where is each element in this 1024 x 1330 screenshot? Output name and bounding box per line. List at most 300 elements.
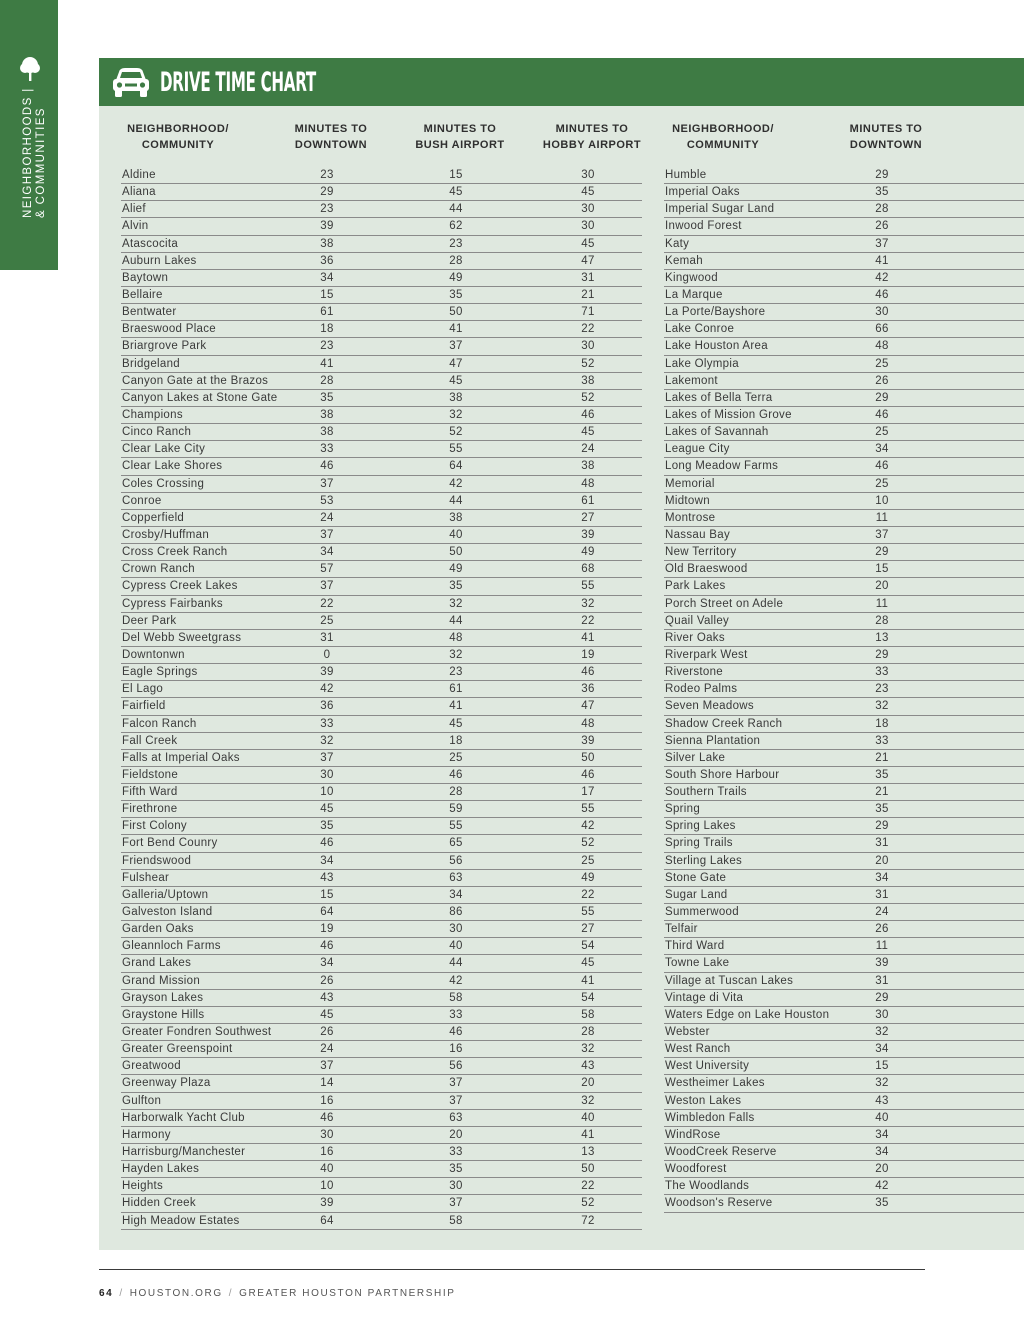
community-name: Braeswood Place — [122, 323, 216, 336]
community-name: Crown Ranch — [122, 563, 195, 576]
downtown-minutes: 37 — [320, 580, 334, 593]
table-row — [121, 167, 642, 184]
community-name: Greater Fondren Southwest — [122, 1026, 272, 1039]
hobby-airport-minutes: 31 — [581, 271, 595, 284]
table-row — [664, 904, 1024, 921]
hobby-airport-minutes: 42 — [581, 820, 595, 833]
community-name: Wimbledon Falls — [665, 1111, 755, 1124]
hobby-airport-minutes: 47 — [581, 254, 595, 267]
table-row — [121, 887, 642, 904]
table-row — [664, 835, 1024, 852]
community-name: Katy — [665, 237, 690, 250]
table-row — [121, 1024, 642, 1041]
table-row — [664, 613, 1024, 630]
downtown-minutes: 35 — [875, 803, 889, 816]
community-name: League City — [665, 443, 730, 456]
downtown-minutes: 41 — [320, 357, 334, 370]
hobby-airport-minutes: 13 — [581, 1146, 595, 1159]
hobby-airport-minutes: 45 — [581, 186, 595, 199]
downtown-minutes: 33 — [875, 734, 889, 747]
downtown-minutes: 23 — [320, 340, 334, 353]
community-name: Kemah — [665, 254, 703, 267]
footer-separator: / — [228, 1288, 234, 1299]
community-name: Riverpark West — [665, 648, 748, 661]
downtown-minutes: 57 — [320, 563, 334, 576]
table-row — [121, 218, 642, 235]
table-row — [121, 578, 642, 595]
table-row — [121, 716, 642, 733]
hobby-airport-minutes: 32 — [581, 1094, 595, 1107]
community-name: New Territory — [665, 546, 737, 559]
table-row — [121, 955, 642, 972]
table-row — [121, 493, 642, 510]
bush-airport-minutes: 44 — [449, 614, 463, 627]
bush-airport-minutes: 35 — [449, 288, 463, 301]
community-name: Sugar Land — [665, 888, 728, 901]
hobby-airport-minutes: 21 — [581, 288, 595, 301]
table-row — [121, 544, 642, 561]
downtown-minutes: 39 — [320, 666, 334, 679]
bush-airport-minutes: 52 — [449, 426, 463, 439]
community-name: Woodforest — [665, 1163, 727, 1176]
bush-airport-minutes: 58 — [449, 991, 463, 1004]
downtown-minutes: 39 — [875, 957, 889, 970]
downtown-minutes: 29 — [320, 186, 334, 199]
community-name: WoodCreek Reserve — [665, 1146, 777, 1159]
downtown-minutes: 31 — [875, 888, 889, 901]
hobby-airport-minutes: 27 — [581, 923, 595, 936]
downtown-minutes: 10 — [320, 1180, 334, 1193]
community-name: Bridgeland — [122, 357, 180, 370]
downtown-minutes: 23 — [320, 203, 334, 216]
table-row — [664, 1127, 1024, 1144]
downtown-minutes: 34 — [875, 443, 889, 456]
community-name: Third Ward — [665, 940, 725, 953]
bush-airport-minutes: 55 — [449, 820, 463, 833]
downtown-minutes: 48 — [875, 340, 889, 353]
downtown-minutes: 40 — [875, 1111, 889, 1124]
table-row — [121, 476, 642, 493]
bush-airport-minutes: 35 — [449, 1163, 463, 1176]
header-community-right: NEIGHBORHOOD/ COMMUNITY — [672, 123, 774, 151]
table-row — [664, 681, 1024, 698]
community-name: River Oaks — [665, 631, 725, 644]
community-name: La Porte/Bayshore — [665, 306, 766, 319]
bush-airport-minutes: 25 — [449, 751, 463, 764]
downtown-minutes: 43 — [875, 1094, 889, 1107]
table-row — [121, 253, 642, 270]
downtown-minutes: 34 — [320, 957, 334, 970]
bush-airport-minutes: 18 — [449, 734, 463, 747]
community-name: Lake Olympia — [665, 357, 739, 370]
hobby-airport-minutes: 55 — [581, 580, 595, 593]
community-name: Lakes of Mission Grove — [665, 408, 792, 421]
bush-airport-minutes: 28 — [449, 254, 463, 267]
table-row — [664, 887, 1024, 904]
table-row — [121, 201, 642, 218]
downtown-minutes: 66 — [875, 323, 889, 336]
drive-time-table-left — [121, 167, 642, 1230]
hobby-airport-minutes: 61 — [581, 494, 595, 507]
community-name: Hayden Lakes — [122, 1163, 200, 1176]
community-name: Quail Valley — [665, 614, 730, 627]
downtown-minutes: 24 — [875, 906, 889, 919]
bush-airport-minutes: 58 — [449, 1214, 463, 1227]
community-name: Auburn Lakes — [122, 254, 197, 267]
community-name: Falcon Ranch — [122, 717, 197, 730]
bush-airport-minutes: 42 — [449, 477, 463, 490]
downtown-minutes: 25 — [875, 426, 889, 439]
hobby-airport-minutes: 22 — [581, 614, 595, 627]
downtown-minutes: 30 — [875, 306, 889, 319]
hobby-airport-minutes: 19 — [581, 648, 595, 661]
footer-publisher: GREATER HOUSTON PARTNERSHIP — [239, 1288, 456, 1299]
downtown-minutes: 30 — [320, 1128, 334, 1141]
table-row — [121, 938, 642, 955]
downtown-minutes: 53 — [320, 494, 334, 507]
community-name: Heights — [122, 1180, 164, 1193]
hobby-airport-minutes: 28 — [581, 1026, 595, 1039]
community-name: Lakemont — [665, 374, 718, 387]
community-name: Waters Edge on Lake Houston — [665, 1008, 830, 1021]
hobby-airport-minutes: 49 — [581, 546, 595, 559]
footer-separator: / — [119, 1288, 124, 1299]
bush-airport-minutes: 45 — [449, 374, 463, 387]
community-name: Sterling Lakes — [665, 854, 743, 867]
table-row — [664, 201, 1024, 218]
bush-airport-minutes: 62 — [449, 220, 463, 233]
table-row — [664, 647, 1024, 664]
community-name: Coles Crossing — [122, 477, 205, 490]
table-row — [664, 955, 1024, 972]
community-name: Woodson's Reserve — [665, 1197, 773, 1210]
community-name: Alvin — [122, 220, 149, 233]
table-row — [121, 458, 642, 475]
community-name: Canyon Lakes at Stone Gate — [122, 391, 278, 404]
table-row — [664, 578, 1024, 595]
downtown-minutes: 39 — [320, 1197, 334, 1210]
table-row — [121, 1127, 642, 1144]
hobby-airport-minutes: 32 — [581, 597, 595, 610]
community-name: Crosby/Huffman — [122, 528, 210, 541]
table-row — [121, 184, 642, 201]
hobby-airport-minutes: 48 — [581, 717, 595, 730]
table-row — [664, 527, 1024, 544]
table-row — [121, 270, 642, 287]
downtown-minutes: 16 — [320, 1094, 334, 1107]
bush-airport-minutes: 37 — [449, 1094, 463, 1107]
downtown-minutes: 20 — [875, 1163, 889, 1176]
hobby-airport-minutes: 22 — [581, 323, 595, 336]
downtown-minutes: 19 — [320, 923, 334, 936]
bush-airport-minutes: 33 — [449, 1146, 463, 1159]
table-row — [664, 561, 1024, 578]
community-name: South Shore Harbour — [665, 768, 780, 781]
table-row — [664, 218, 1024, 235]
downtown-minutes: 20 — [875, 854, 889, 867]
bush-airport-minutes: 37 — [449, 1197, 463, 1210]
hobby-airport-minutes: 32 — [581, 1043, 595, 1056]
table-row — [121, 527, 642, 544]
downtown-minutes: 18 — [320, 323, 334, 336]
table-row — [664, 973, 1024, 990]
table-row — [121, 733, 642, 750]
bush-airport-minutes: 35 — [449, 580, 463, 593]
bush-airport-minutes: 16 — [449, 1043, 463, 1056]
community-name: Deer Park — [122, 614, 177, 627]
community-name: Del Webb Sweetgrass — [122, 631, 242, 644]
downtown-minutes: 28 — [875, 203, 889, 216]
hobby-airport-minutes: 52 — [581, 837, 595, 850]
downtown-minutes: 64 — [320, 1214, 334, 1227]
car-icon — [111, 66, 151, 98]
downtown-minutes: 18 — [875, 717, 889, 730]
table-row — [121, 424, 642, 441]
bush-airport-minutes: 45 — [449, 717, 463, 730]
table-row — [664, 304, 1024, 321]
downtown-minutes: 14 — [320, 1077, 334, 1090]
bush-airport-minutes: 64 — [449, 460, 463, 473]
hobby-airport-minutes: 30 — [581, 203, 595, 216]
community-name: Harborwalk Yacht Club — [122, 1111, 245, 1124]
hobby-airport-minutes: 58 — [581, 1008, 595, 1021]
community-name: Kingwood — [665, 271, 718, 284]
community-name: Clear Lake City — [122, 443, 206, 456]
table-row — [121, 1041, 642, 1058]
table-row — [664, 236, 1024, 253]
downtown-minutes: 38 — [320, 408, 334, 421]
downtown-minutes: 34 — [875, 871, 889, 884]
table-row — [664, 184, 1024, 201]
community-name: Park Lakes — [665, 580, 726, 593]
bush-airport-minutes: 46 — [449, 768, 463, 781]
table-row — [664, 373, 1024, 390]
table-row — [121, 1195, 642, 1212]
table-row — [121, 853, 642, 870]
hobby-airport-minutes: 72 — [581, 1214, 595, 1227]
downtown-minutes: 32 — [875, 1077, 889, 1090]
downtown-minutes: 30 — [875, 1008, 889, 1021]
downtown-minutes: 43 — [320, 991, 334, 1004]
community-name: Westheimer Lakes — [665, 1077, 765, 1090]
bush-airport-minutes: 50 — [449, 306, 463, 319]
bush-airport-minutes: 63 — [449, 1111, 463, 1124]
community-name: El Lago — [122, 683, 164, 696]
table-row — [121, 1110, 642, 1127]
table-row — [121, 373, 642, 390]
table-row — [664, 733, 1024, 750]
downtown-minutes: 34 — [875, 1043, 889, 1056]
table-row — [664, 990, 1024, 1007]
community-name: Inwood Forest — [665, 220, 742, 233]
header-downtown-right: MINUTES TO DOWNTOWN — [849, 123, 923, 151]
table-row — [664, 1024, 1024, 1041]
downtown-minutes: 15 — [875, 563, 889, 576]
bush-airport-minutes: 48 — [449, 631, 463, 644]
table-row — [664, 853, 1024, 870]
downtown-minutes: 26 — [320, 1026, 334, 1039]
community-name: Fairfield — [122, 700, 166, 713]
downtown-minutes: 46 — [320, 460, 334, 473]
downtown-minutes: 37 — [875, 237, 889, 250]
downtown-minutes: 36 — [320, 700, 334, 713]
table-row — [664, 338, 1024, 355]
bush-airport-minutes: 49 — [449, 271, 463, 284]
downtown-minutes: 41 — [875, 254, 889, 267]
downtown-minutes: 28 — [320, 374, 334, 387]
downtown-minutes: 30 — [320, 768, 334, 781]
table-row — [121, 973, 642, 990]
downtown-minutes: 37 — [320, 1060, 334, 1073]
community-name: Cinco Ranch — [122, 426, 192, 439]
bush-airport-minutes: 61 — [449, 683, 463, 696]
table-row — [121, 596, 642, 613]
table-row — [121, 407, 642, 424]
table-row — [664, 698, 1024, 715]
community-name: Montrose — [665, 511, 716, 524]
community-name: Old Braeswood — [665, 563, 748, 576]
table-row — [664, 1195, 1024, 1212]
bush-airport-minutes: 32 — [449, 648, 463, 661]
downtown-minutes: 35 — [875, 186, 889, 199]
community-name: Rodeo Palms — [665, 683, 738, 696]
bush-airport-minutes: 50 — [449, 546, 463, 559]
downtown-minutes: 46 — [320, 940, 334, 953]
table-row — [121, 236, 642, 253]
table-row — [121, 1007, 642, 1024]
table-row — [664, 1093, 1024, 1110]
bush-airport-minutes: 23 — [449, 237, 463, 250]
hobby-airport-minutes: 41 — [581, 1128, 595, 1141]
bush-airport-minutes: 41 — [449, 323, 463, 336]
downtown-minutes: 25 — [875, 477, 889, 490]
table-row — [664, 253, 1024, 270]
bush-airport-minutes: 34 — [449, 888, 463, 901]
hobby-airport-minutes: 30 — [581, 340, 595, 353]
bush-airport-minutes: 86 — [449, 906, 463, 919]
table-row — [664, 630, 1024, 647]
downtown-minutes: 29 — [875, 820, 889, 833]
downtown-minutes: 64 — [320, 906, 334, 919]
table-row — [664, 270, 1024, 287]
downtown-minutes: 22 — [320, 597, 334, 610]
downtown-minutes: 21 — [875, 751, 889, 764]
community-name: First Colony — [122, 820, 187, 833]
downtown-minutes: 24 — [320, 511, 334, 524]
downtown-minutes: 26 — [875, 374, 889, 387]
table-row — [664, 476, 1024, 493]
table-row — [664, 407, 1024, 424]
community-name: Fifth Ward — [122, 786, 178, 799]
downtown-minutes: 46 — [875, 288, 889, 301]
downtown-minutes: 20 — [875, 580, 889, 593]
table-row — [121, 304, 642, 321]
community-name: Grand Mission — [122, 974, 201, 987]
table-row — [121, 1161, 642, 1178]
table-row — [664, 784, 1024, 801]
hobby-airport-minutes: 50 — [581, 1163, 595, 1176]
downtown-minutes: 26 — [875, 220, 889, 233]
chart-title: DRIVE TIME CHART — [160, 67, 316, 98]
table-row — [664, 493, 1024, 510]
table-row — [121, 561, 642, 578]
section-label-line1: NEIGHBORHOODS | — [22, 87, 34, 218]
table-row — [664, 870, 1024, 887]
downtown-minutes: 45 — [320, 1008, 334, 1021]
downtown-minutes: 31 — [320, 631, 334, 644]
section-tab — [0, 0, 58, 270]
downtown-minutes: 10 — [320, 786, 334, 799]
community-name: Spring — [665, 803, 701, 816]
table-row — [121, 921, 642, 938]
table-row — [664, 750, 1024, 767]
community-name: Conroe — [122, 494, 162, 507]
downtown-minutes: 26 — [320, 974, 334, 987]
downtown-minutes: 28 — [875, 614, 889, 627]
bush-airport-minutes: 55 — [449, 443, 463, 456]
downtown-minutes: 35 — [320, 820, 334, 833]
downtown-minutes: 11 — [875, 597, 889, 610]
community-name: The Woodlands — [665, 1180, 750, 1193]
downtown-minutes: 38 — [320, 426, 334, 439]
hobby-airport-minutes: 54 — [581, 991, 595, 1004]
community-name: Fieldstone — [122, 768, 179, 781]
table-row — [121, 647, 642, 664]
hobby-airport-minutes: 46 — [581, 666, 595, 679]
community-name: Weston Lakes — [665, 1094, 742, 1107]
hobby-airport-minutes: 52 — [581, 357, 595, 370]
downtown-minutes: 34 — [875, 1146, 889, 1159]
hobby-airport-minutes: 46 — [581, 768, 595, 781]
downtown-minutes: 39 — [320, 220, 334, 233]
hobby-airport-minutes: 49 — [581, 871, 595, 884]
community-name: Hidden Creek — [122, 1197, 196, 1210]
community-name: Garden Oaks — [122, 923, 194, 936]
bush-airport-minutes: 56 — [449, 1060, 463, 1073]
table-row — [121, 390, 642, 407]
table-row — [121, 356, 642, 373]
table-row — [664, 356, 1024, 373]
table-row — [664, 1110, 1024, 1127]
community-name: Porch Street on Adele — [665, 597, 784, 610]
table-row — [121, 784, 642, 801]
header-hobby-airport: MINUTES TO HOBBY AIRPORT — [542, 123, 642, 151]
community-name: Greenway Plaza — [122, 1077, 211, 1090]
table-row — [664, 167, 1024, 184]
community-name: Nassau Bay — [665, 528, 731, 541]
community-name: La Marque — [665, 288, 723, 301]
community-name: Clear Lake Shores — [122, 460, 223, 473]
table-row — [664, 1075, 1024, 1092]
downtown-minutes: 32 — [875, 700, 889, 713]
table-row — [664, 1178, 1024, 1195]
community-name: Riverstone — [665, 666, 723, 679]
downtown-minutes: 33 — [320, 443, 334, 456]
downtown-minutes: 29 — [875, 991, 889, 1004]
hobby-airport-minutes: 45 — [581, 426, 595, 439]
community-name: Vintage di Vita — [665, 991, 744, 1004]
downtown-minutes: 23 — [320, 169, 334, 181]
bush-airport-minutes: 40 — [449, 940, 463, 953]
hobby-airport-minutes: 54 — [581, 940, 595, 953]
bush-airport-minutes: 63 — [449, 871, 463, 884]
hobby-airport-minutes: 45 — [581, 237, 595, 250]
community-name: Galveston Island — [122, 906, 213, 919]
downtown-minutes: 35 — [875, 768, 889, 781]
community-name: High Meadow Estates — [122, 1214, 240, 1227]
community-name: Gulfton — [122, 1094, 162, 1107]
bush-airport-minutes: 44 — [449, 494, 463, 507]
